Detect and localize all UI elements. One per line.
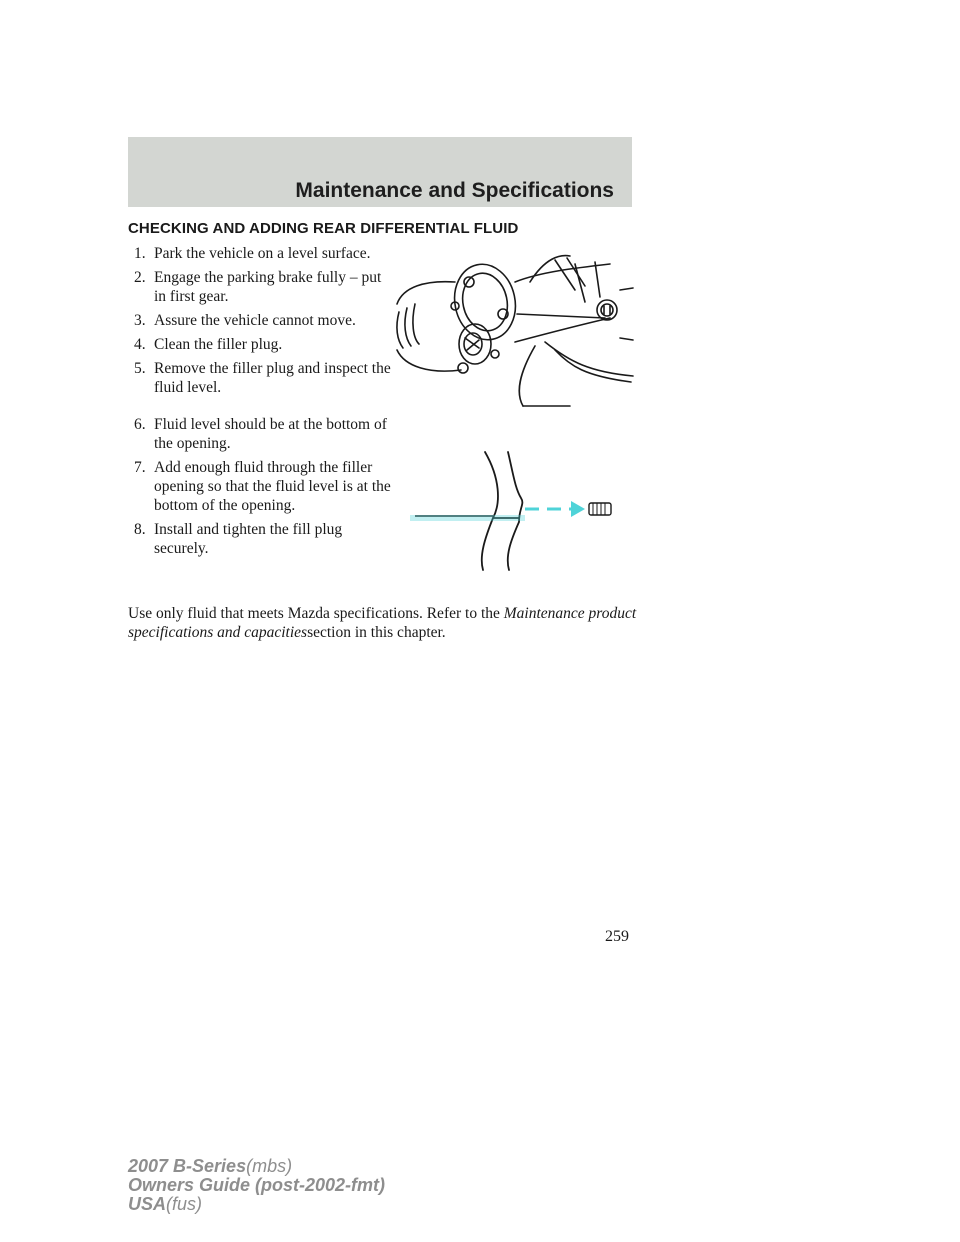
footer-market-code: (fus) bbox=[166, 1194, 203, 1214]
step-number: 7. bbox=[134, 459, 146, 476]
step-number: 2. bbox=[134, 269, 146, 286]
step-number: 4. bbox=[134, 336, 146, 353]
step-number: 6. bbox=[134, 416, 146, 433]
steps-list bbox=[134, 244, 394, 563]
step-number: 3. bbox=[134, 312, 146, 329]
list-item bbox=[134, 415, 394, 453]
list-item bbox=[134, 268, 394, 306]
step-text: Engage the parking brake fully – put in first gear. bbox=[154, 269, 382, 305]
paragraph-reference: Maintenance product specifications and capacities bbox=[128, 605, 637, 641]
step-text: Park the vehicle on a level surface. bbox=[154, 245, 371, 262]
list-item bbox=[134, 244, 394, 263]
step-text: Remove the filler plug and inspect the fluid level. bbox=[154, 360, 391, 396]
fill-opening-diagram bbox=[405, 448, 630, 573]
footer-market: USA bbox=[128, 1194, 167, 1214]
list-item bbox=[134, 520, 394, 558]
body-paragraph bbox=[128, 604, 638, 642]
page-header-title: Maintenance and Specifications bbox=[295, 179, 614, 202]
paragraph-text-end: section in this chapter. bbox=[307, 624, 446, 641]
list-item bbox=[134, 335, 394, 354]
section-heading: CHECKING AND ADDING REAR DIFFERENTIAL FLUID bbox=[128, 220, 519, 237]
step-number: 8. bbox=[134, 521, 146, 538]
document-footer bbox=[128, 1157, 385, 1214]
step-text: Clean the filler plug. bbox=[154, 336, 283, 353]
step-number: 5. bbox=[134, 360, 146, 377]
header-band bbox=[128, 137, 632, 207]
step-text: Fluid level should be at the bottom of the opening. bbox=[154, 416, 387, 452]
step-text: Install and tighten the fill plug securely. bbox=[154, 521, 343, 557]
footer-guide: Owners Guide (post-2002-fmt) bbox=[128, 1175, 386, 1195]
step-text: Assure the vehicle cannot move. bbox=[154, 312, 356, 329]
page-number: 259 bbox=[605, 928, 629, 945]
list-item bbox=[134, 458, 394, 515]
footer-model-code: (mbs) bbox=[246, 1156, 293, 1176]
filler-plug-icon bbox=[589, 503, 611, 515]
list-item bbox=[134, 359, 394, 397]
differential-housing-illustration bbox=[395, 242, 635, 412]
list-item bbox=[134, 311, 394, 330]
step-number: 1. bbox=[134, 245, 146, 262]
paragraph-text: Use only fluid that meets Mazda specifications. Refer to the bbox=[128, 605, 504, 622]
step-text: Add enough fluid through the filler opening so that the fluid level is at the bottom of the opening. bbox=[154, 459, 391, 514]
footer-model: 2007 B-Series bbox=[128, 1156, 247, 1176]
